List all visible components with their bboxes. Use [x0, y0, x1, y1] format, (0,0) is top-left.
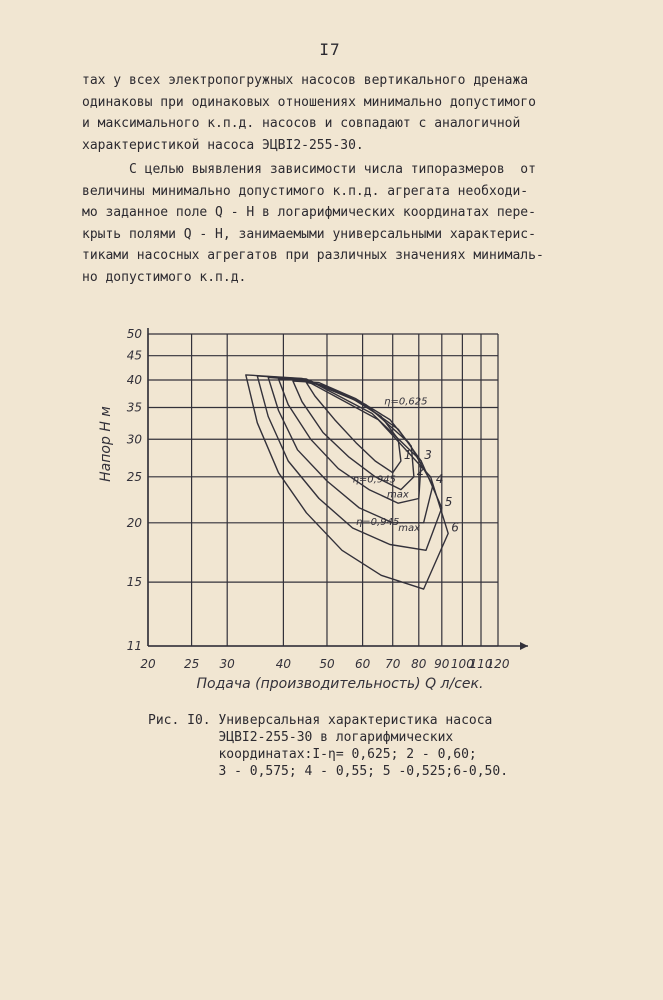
y-tick-label: 35	[126, 400, 142, 415]
x-tick-label: 80	[411, 657, 427, 671]
axes	[148, 328, 528, 650]
grid	[148, 334, 498, 646]
curve-annotation: η=0,625	[384, 396, 428, 408]
curve-label-4: 4	[435, 472, 444, 487]
curve-label-5: 5	[444, 494, 453, 509]
x-axis-label: Подача (производительность) Q л/сек.	[196, 676, 484, 692]
caption-line: 3 - 0,575; 4 - 0,55; 5 -0,525;6-0,50.	[148, 764, 509, 779]
figure-caption	[148, 712, 568, 780]
curve-label-2: 2	[416, 463, 425, 478]
text-line: тах у всех электропогружных насосов вертикального дренажа	[82, 73, 529, 88]
x-tick-label: 120	[486, 657, 510, 671]
text-line: крыть полями Q - Н, занимаемыми универсальными характерис-	[82, 226, 536, 242]
text-line: мо заданное поле Q - Н в логарифмических координатах пере-	[82, 205, 536, 220]
caption-line: ЭЦВI2-255-30 в логарифмических	[148, 730, 454, 745]
curve-label-6: 6	[451, 520, 459, 535]
x-tick-label: 30	[219, 657, 235, 671]
caption-line: координатах:I-η= 0,625; 2 - 0,60;	[148, 747, 477, 762]
y-tick-label: 20	[126, 515, 142, 530]
curve-annotation: max	[398, 523, 421, 535]
curve-annotation: η=0,945	[352, 474, 396, 486]
y-axis-label: Напор Н м	[98, 406, 114, 482]
x-tick-label: 100	[450, 657, 474, 671]
x-tick-label: 60	[354, 657, 371, 671]
text-line: но допустимого к.п.д.	[82, 269, 247, 285]
x-tick-label: 50	[319, 657, 335, 671]
curve-annotation: max	[387, 489, 409, 501]
text-line: величины минимально допустимого к.п.д. агрегата необходи-	[82, 183, 529, 199]
y-tick-label: 25	[126, 469, 142, 484]
text-line: характеристикой насоса ЭЦВI2-255-30.	[82, 137, 364, 153]
x-tick-label: 40	[275, 657, 292, 671]
text-line: тиками насосных агрегатов при различных значениях минималь-	[82, 248, 544, 263]
x-tick-label: 20	[140, 657, 156, 671]
text-line: С целью выявления зависимости числа типоразмеров от	[82, 162, 536, 177]
y-tick-label: 30	[126, 432, 142, 447]
figure-chart	[100, 320, 550, 690]
curve-label-3: 3	[424, 447, 432, 462]
y-tick-label: 11	[126, 639, 142, 653]
page-number: I7	[319, 40, 341, 59]
text-line: и максимального к.п.д. насосов и совпадают с аналогичной	[82, 116, 521, 131]
curve-annotation: η=0,945	[355, 516, 400, 528]
caption-line: Рис. I0. Универсальная характеристика насоса	[148, 713, 493, 728]
paragraph-1	[82, 70, 602, 156]
curve-label-1: 1	[403, 447, 412, 462]
x-tick-label: 25	[183, 657, 200, 671]
y-tick-label: 15	[126, 575, 142, 590]
x-tick-label: 110	[469, 657, 493, 671]
x-tick-label: 90	[434, 657, 450, 671]
x-axis-arrow	[520, 642, 528, 650]
y-tick-label: 40	[126, 372, 142, 387]
y-tick-label: 45	[126, 348, 142, 363]
universal-characteristic-chart	[100, 320, 550, 690]
x-tick-label: 70	[385, 657, 401, 671]
body-text	[82, 70, 602, 288]
paragraph-2	[82, 159, 602, 288]
text-line: одинаковы при одинаковых отношениях минимально допустимого	[82, 94, 536, 110]
y-tick-label: 50	[126, 327, 142, 341]
